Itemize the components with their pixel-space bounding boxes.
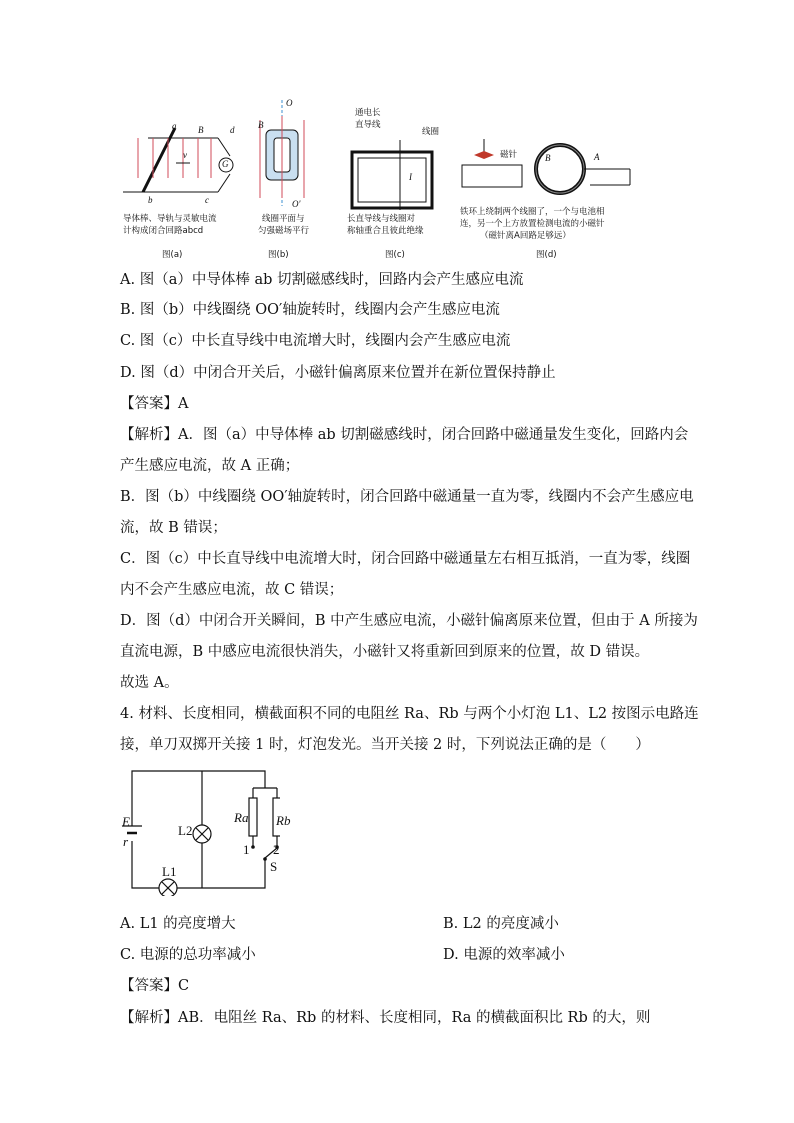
circuit-label-L1: L1 <box>162 864 177 879</box>
circuit-label-S: S <box>270 859 278 874</box>
q4-option-d: D. 电源的效率减小 <box>443 947 565 963</box>
fig-c-caption-2: 称轴重合且彼此绝缘 <box>347 226 424 236</box>
q4-explanation-line: 【解析】AB．电阻丝 Ra、Rb 的材料、长度相同，Ra 的横截面积比 Rb 的大，则 <box>120 1010 651 1026</box>
q3-option-b: B. 图（b）中线圈绕 OO′轴旋转时，线圈内会产生感应电流 <box>120 302 500 318</box>
fig-d-caption-1: 铁环上绕制两个线圈了，一个与电池相 <box>460 207 605 217</box>
q3-explanation-line: 流，故 B 错误； <box>120 520 227 536</box>
fig-d-name: 图(d) <box>536 250 557 260</box>
q3-option-a: A. 图（a）中导体棒 ab 切割磁感线时，回路内会产生感应电流 <box>120 272 524 288</box>
q3-explanation-line: D．图（d）中闭合开关瞬间，B 中产生感应电流，小磁针偏离原来位置，但由于 A 所接为 <box>120 613 698 629</box>
q4-option-a: A. L1 的亮度增大 <box>120 916 236 932</box>
figure-d-diagram <box>460 135 640 195</box>
fig-d-caption-3: （磁针离A回路足够远） <box>480 231 571 241</box>
fig-b-label-Op: O' <box>292 199 301 209</box>
fig-a-label-d: d <box>230 125 235 135</box>
fig-a-label-G: G <box>222 159 229 169</box>
fig-c-coil-label: 线圈 <box>422 127 440 137</box>
fig-c-label-I: I <box>409 172 412 182</box>
q4-stem-line-2: 接，单刀双掷开关接 1 时，灯泡发光。当开关接 2 时，下列说法正确的是（ ） <box>120 737 650 753</box>
fig-b-caption-1: 线圈平面与 <box>262 214 305 224</box>
q4-stem-line-1: 4. 材料、长度相同，横截面积不同的电阻丝 Ra、Rb 与两个小灯泡 L1、L2 按图示电路连 <box>120 706 699 722</box>
fig-b-caption-2: 匀强磁场平行 <box>258 226 310 236</box>
fig-a-label-b: b <box>148 195 153 205</box>
q3-option-c: C. 图（c）中长直导线中电流增大时，线圈内会产生感应电流 <box>120 333 511 349</box>
circuit-label-Ra: Ra <box>234 810 249 825</box>
circuit-label-r: r <box>123 834 129 849</box>
q4-answer: 【答案】C <box>120 978 190 994</box>
fig-a-caption-2: 计构成闭合回路abcd <box>123 226 204 236</box>
fig-c-caption-1: 长直导线与线圈对 <box>347 214 416 224</box>
circuit-label-2: 2 <box>273 842 280 857</box>
q3-explanation-line: B．图（b）中线圈绕 OO′轴旋转时，闭合回路中磁通量一直为零，线圈内不会产生感应电 <box>120 489 694 505</box>
q3-explanation-line: 故选 A。 <box>120 675 179 691</box>
fig-d-label-B: B <box>545 153 551 163</box>
q3-explanation-line: 产生感应电流，故 A 正确； <box>120 458 300 474</box>
circuit-label-Rb: Rb <box>276 813 291 828</box>
q3-explanation-line: C．图（c）中长直导线中电流增大时，闭合回路中磁通量左右相互抵消，一直为零，线圈 <box>120 551 691 567</box>
q3-answer: 【答案】A <box>120 396 189 412</box>
q4-circuit-diagram <box>120 766 280 896</box>
fig-d-label-A: A <box>594 152 600 162</box>
fig-d-caption-2: 连，另一个上方放置检测电流的小磁针 <box>460 219 605 229</box>
fig-c-name: 图(c) <box>385 250 405 260</box>
circuit-label-1: 1 <box>243 842 250 857</box>
circuit-label-E: E <box>122 814 130 829</box>
q4-option-b: B. L2 的亮度减小 <box>443 916 559 932</box>
q4-option-c: C. 电源的总功率减小 <box>120 947 256 963</box>
fig-a-name: 图(a) <box>162 250 183 260</box>
fig-c-wire-label-2: 直导线 <box>355 120 381 130</box>
fig-a-label-v: v <box>183 150 187 160</box>
fig-a-caption-1: 导体棒、导轨与灵敏电流 <box>123 214 217 224</box>
q3-explanation-line: 直流电源，B 中感应电流很快消失，小磁针又将重新回到原来的位置，故 D 错误。 <box>120 644 650 660</box>
fig-a-label-c: c <box>205 195 209 205</box>
fig-c-wire-label-1: 通电长 <box>355 108 381 118</box>
figure-c-diagram <box>344 140 444 210</box>
fig-a-label-B: B <box>198 125 204 135</box>
figure-b-diagram <box>252 98 312 208</box>
fig-a-label-a: a <box>172 121 177 131</box>
fig-b-label-B: B <box>258 120 264 130</box>
fig-d-needle-label: 磁针 <box>500 150 518 160</box>
q3-option-d: D. 图（d）中闭合开关后，小磁针偏离原来位置并在新位置保持静止 <box>120 365 556 381</box>
q3-explanation-line: 内不会产生感应电流，故 C 错误； <box>120 582 344 598</box>
q3-explanation-line: 【解析】A．图（a）中导体棒 ab 切割磁感线时，闭合回路中磁通量发生变化，回路内会 <box>120 427 689 443</box>
fig-b-name: 图(b) <box>268 250 289 260</box>
circuit-label-L2: L2 <box>178 823 193 838</box>
fig-b-label-O: O <box>286 98 293 108</box>
